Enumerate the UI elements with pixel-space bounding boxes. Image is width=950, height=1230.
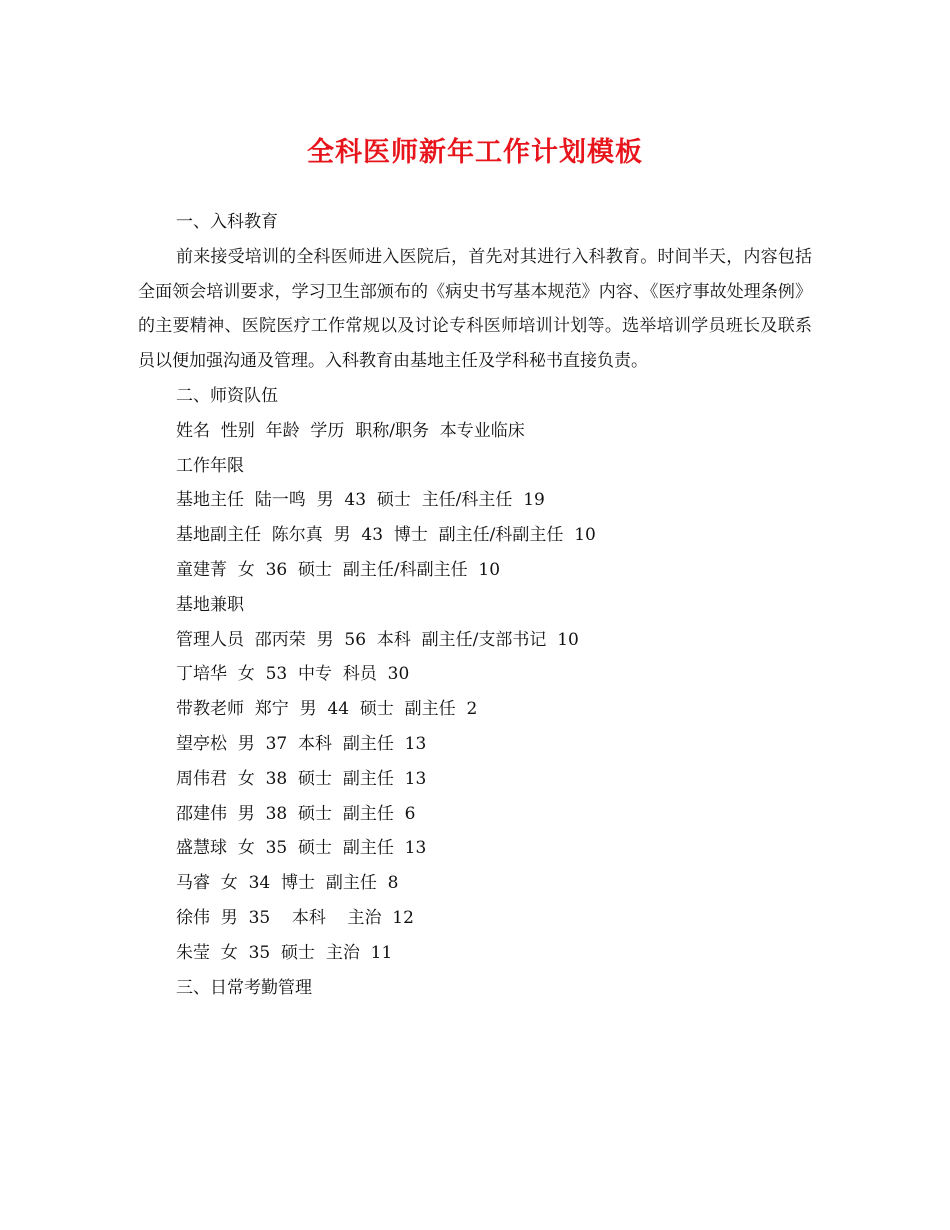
staff-line: 马睿 女 34 博士 副主任 8 (176, 873, 399, 894)
staff-line: 姓名 性别 年龄 学历 职称/职务 本专业临床 (176, 420, 525, 441)
staff-line: 基地主任 陆一鸣 男 43 硕士 主任/科主任 19 (176, 490, 545, 511)
staff-line: 盛慧球 女 35 硕士 副主任 13 (176, 838, 427, 859)
staff-line: 带教老师 郑宁 男 44 硕士 副主任 2 (176, 699, 478, 720)
staff-line: 朱莹 女 35 硕士 主治 11 (176, 942, 393, 963)
document-body (138, 205, 812, 1005)
staff-line: 徐伟 男 35 本科 主治 12 (176, 907, 414, 928)
staff-line: 望亭松 男 37 本科 副主任 13 (176, 733, 427, 754)
orientation-paragraph: 前来接受培训的全科医师进入医院后，首先对其进行入科教育。时间半天，内容包括全面领会培训要求，学习卫生部颁布的《病史书写基本规范》内容、《医疗事故处理条例》的主要精神、医院医疗工作常规以及讨论专科医师培训计划等。选举培训学员班长及联系员以便加强沟通及管理。入科教育由基地主任及学科秘书直接负责。 (138, 246, 812, 372)
document-title: 全科医师新年工作计划模板 (307, 137, 643, 168)
section-heading-attendance: 三、日常考勤管理 (176, 977, 312, 998)
staff-line: 工作年限 (176, 455, 244, 476)
section-heading-faculty: 二、师资队伍 (176, 385, 278, 406)
staff-line: 基地兼职 (176, 594, 244, 615)
staff-line: 周伟君 女 38 硕士 副主任 13 (176, 768, 427, 789)
staff-line: 基地副主任 陈尔真 男 43 博士 副主任/科副主任 10 (176, 525, 596, 546)
staff-line: 丁培华 女 53 中专 科员 30 (176, 664, 410, 685)
section-heading-orientation: 一、入科教育 (176, 212, 278, 232)
staff-line: 管理人员 邵丙荣 男 56 本科 副主任/支部书记 10 (176, 629, 579, 650)
staff-line: 童建菁 女 36 硕士 副主任/科副主任 10 (176, 559, 501, 580)
staff-line: 邵建伟 男 38 硕士 副主任 6 (176, 803, 416, 824)
